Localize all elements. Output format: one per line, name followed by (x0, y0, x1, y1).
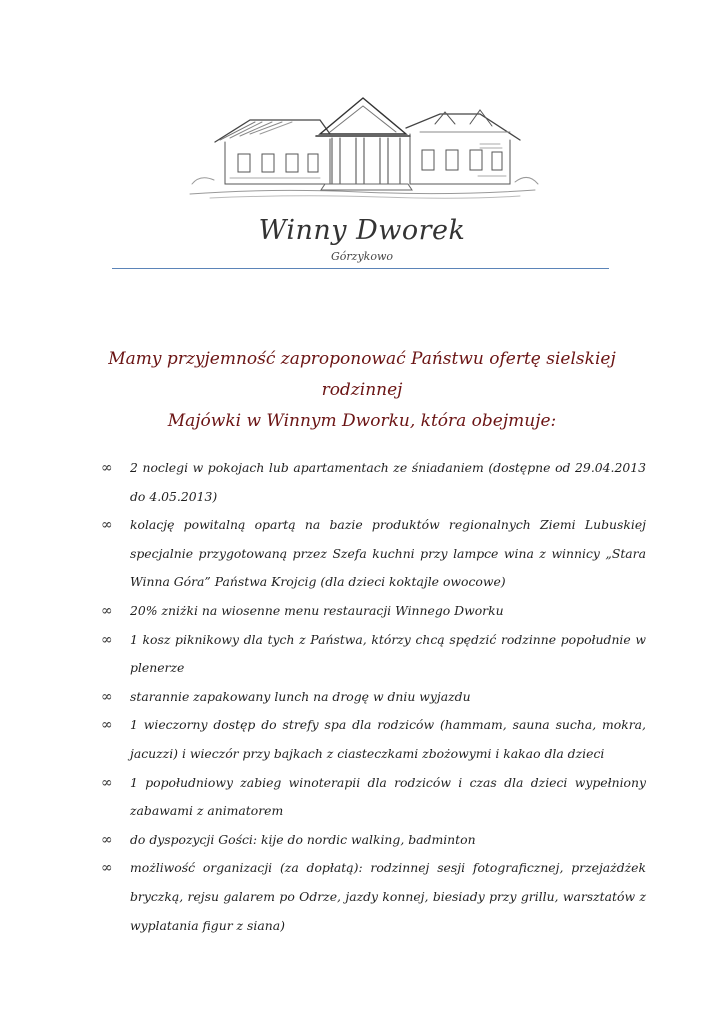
header-divider (112, 268, 609, 269)
offer-item (101, 626, 646, 683)
infinity-bullet-icon: ∞ (101, 460, 113, 476)
infinity-bullet-icon: ∞ (101, 860, 113, 877)
offer-item (101, 711, 646, 768)
offer-item-text: starannie zapakowany lunch na drogę w dniu wyjazdu (130, 688, 471, 704)
infinity-bullet-icon: ∞ (101, 774, 113, 791)
infinity-bullet-icon: ∞ (101, 688, 113, 705)
offer-list (101, 454, 646, 940)
offer-item (101, 826, 646, 855)
infinity-bullet-icon: ∞ (101, 831, 113, 848)
offer-item-text: do dyspozycji Gości: kije do nordic walking, badminton (130, 831, 476, 847)
offer-item-text: 2 noclegi w pokojach lub apartamentach ze śniadaniem (dostępne od 29.04.2013 do 4.05.2013) (130, 460, 646, 504)
offer-item (101, 454, 646, 511)
offer-headline (80, 344, 644, 437)
infinity-bullet-icon: ∞ (101, 517, 113, 534)
headline-line-1: Mamy przyjemność zaproponować Państwu ofertę sielskiej rodzinnej (108, 349, 616, 400)
headline-line-2: Majówki w Winnym Dworku, która obejmuje: (167, 411, 557, 431)
offer-item-text: kolację powitalną opartą na bazie produktów regionalnych Ziemi Lubuskiej specjalnie przygotowaną przez Szefa kuchni przy lampce wina z winnicy „Stara Winna Góra” Państwa Krojcig (dla dzieci koktajle owocowe) (130, 517, 646, 590)
offer-item (101, 597, 646, 626)
offer-item-text: 1 wieczorny dostęp do strefy spa dla rodziców (hammam, sauna sucha, mokra, jacuzzi) i wieczór przy bajkach z ciasteczkami zbożowymi i kakao dla dzieci (130, 717, 646, 761)
offer-item (101, 511, 646, 597)
offer-item (101, 854, 646, 940)
brand-title: Winny Dworek (258, 215, 466, 246)
infinity-bullet-icon: ∞ (101, 631, 113, 648)
offer-item (101, 683, 646, 712)
brand-subtitle: Górzykowo (330, 250, 393, 263)
offer-item (101, 769, 646, 826)
offer-item-text: możliwość organizacji (za dopłatą): rodzinnej sesji fotograficznej, przejażdżek bryczką, rejsu galarem po Odrze, jazdy konnej, biesiady przy grillu, warsztatów z wyplatania figur z siana) (130, 860, 646, 933)
manor-house-sketch-logo (180, 84, 545, 202)
offer-item-text: 1 popołudniowy zabieg winoterapii dla rodziców i czas dla dzieci wypełniony zabawami z animatorem (130, 774, 646, 819)
infinity-bullet-icon: ∞ (101, 717, 113, 734)
infinity-bullet-icon: ∞ (101, 602, 113, 619)
offer-item-text: 1 kosz piknikowy dla tych z Państwa, którzy chcą spędzić rodzinne popołudnie w plenerze (130, 631, 646, 676)
offer-item-text: 20% zniżki na wiosenne menu restauracji Winnego Dworku (130, 602, 504, 618)
